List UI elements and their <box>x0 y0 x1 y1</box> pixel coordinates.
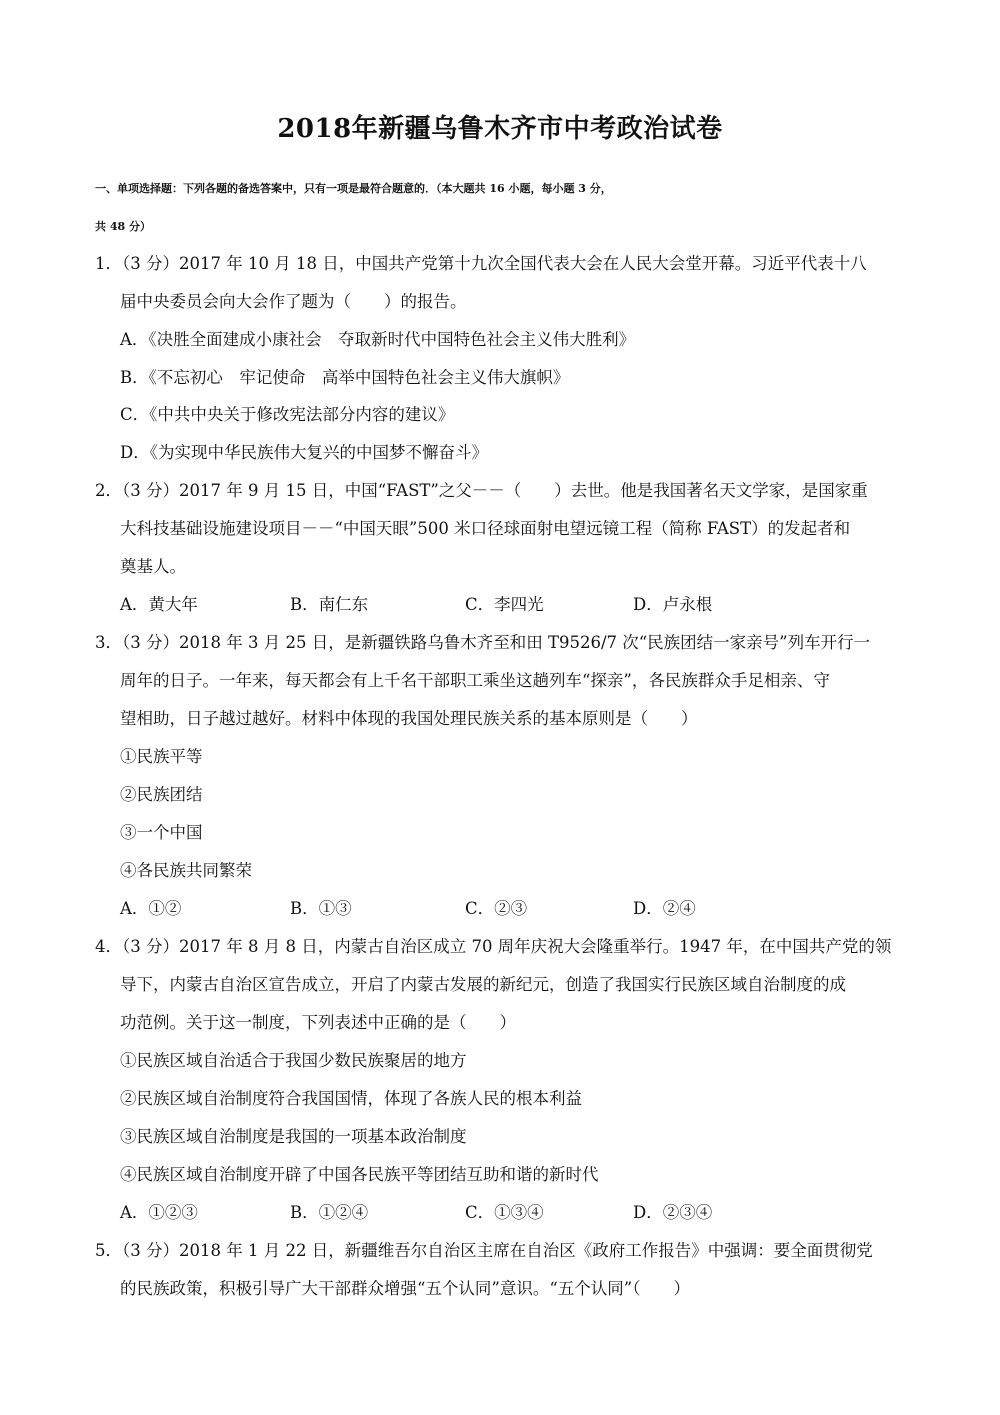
question-4-statement-2: ②民族区域自治制度符合我国国情，体现了各族人民的根本利益 <box>120 1089 582 1108</box>
question-3-statement-1: ①民族平等 <box>120 747 203 766</box>
question-4-stem-cont: 导下，内蒙古自治区宣告成立，开启了内蒙古发展的新纪元，创造了我国实行民族区域自治制度的成 <box>120 975 846 994</box>
question-4-stem-cont-2: 功范例。关于这一制度，下列表述中正确的是（ ） <box>120 1013 516 1032</box>
section-heading <box>95 170 915 246</box>
question-3-stem-cont-2: 望相助，日子越过越好。材料中体现的我国处理民族关系的基本原则是（ ） <box>120 709 698 728</box>
question-4-statement-4: ④民族区域自治制度开辟了中国各民族平等团结互助和谐的新时代 <box>120 1165 599 1184</box>
question-2-stem: 2．（3 分）2017 年 9 月 15 日，中国“FAST”之父－－（ ）去世。他是我国著名天文学家，是国家重 <box>95 481 868 500</box>
question-1-option-d: D．《为实现中华民族伟大复兴的中国梦不懈奋斗》 <box>120 443 488 462</box>
question-1-option-b: B．《不忘初心 牢记使命 高举中国特色社会主义伟大旗帜》 <box>120 368 570 387</box>
question-3-stem-cont: 周年的日子。一年来，每天都会有上千名干部职工乘坐这趟列车“探亲”，各民族群众手足相亲、守 <box>120 671 830 690</box>
question-3-statement-3: ③一个中国 <box>120 823 203 842</box>
question-2-option-d: D．卢永根 <box>633 595 713 614</box>
question-4-option-a: A．①②③ <box>120 1203 198 1222</box>
question-3-statement-4: ④各民族共同繁荣 <box>120 861 252 880</box>
question-2-option-a: A．黄大年 <box>120 595 198 614</box>
page-title: 2018年新疆乌鲁木齐市中考政治试卷 <box>277 114 723 144</box>
question-4-statement-3: ③民族区域自治制度是我国的一项基本政治制度 <box>120 1127 467 1146</box>
question-2-option-b: B．南仁东 <box>290 595 369 614</box>
question-4-option-d: D．②③④ <box>633 1203 713 1222</box>
question-4-stem: 4．（3 分）2017 年 8 月 8 日，内蒙古自治区成立 70 周年庆祝大会隆重举行。1947 年，在中国共产党的领 <box>95 937 892 956</box>
question-1-option-c: C．《中共中央关于修改宪法部分内容的建议》 <box>120 405 455 424</box>
question-2-stem-cont: 大科技基础设施建设项目－－“中国天眼”500 米口径球面射电望远镜工程（简称 FAST）的发起者和 <box>120 519 851 538</box>
section-heading-line-1: 一、单项选择题：下列各题的备选答案中，只有一项是最符合题意的．（本大题共 16 小题，每小题 3 分， <box>95 182 612 195</box>
question-2-stem-cont-2: 奠基人。 <box>120 557 186 576</box>
question-1-stem-cont: 届中央委员会向大会作了题为（ ）的报告。 <box>120 292 467 311</box>
question-3-option-a: A．①② <box>120 899 182 918</box>
question-4-statement-1: ①民族区域自治适合于我国少数民族聚居的地方 <box>120 1051 467 1070</box>
question-5-stem-cont: 的民族政策，积极引导广大干部群众增强“五个认同”意识。“五个认同”（ ） <box>120 1279 690 1298</box>
section-heading-line-2: 共 48 分） <box>95 220 151 233</box>
question-5-stem: 5．（3 分）2018 年 1 月 22 日，新疆维吾尔自治区主席在自治区《政府工作报告》中强调：要全面贯彻党 <box>95 1241 873 1260</box>
question-3-option-c: C．②③ <box>465 899 528 918</box>
question-4-option-b: B．①②④ <box>290 1203 369 1222</box>
question-3-option-b: B．①③ <box>290 899 352 918</box>
question-3-statement-2: ②民族团结 <box>120 785 203 804</box>
question-2-option-c: C．李四光 <box>465 595 544 614</box>
question-1-option-a: A．《决胜全面建成小康社会 夺取新时代中国特色社会主义伟大胜利》 <box>120 330 636 349</box>
question-3-option-d: D．②④ <box>633 899 696 918</box>
question-3-stem: 3．（3 分）2018 年 3 月 25 日，是新疆铁路乌鲁木齐至和田 T9526/7 次“民族团结一家亲号”列车开行一 <box>95 633 871 652</box>
question-4-option-c: C．①③④ <box>465 1203 544 1222</box>
question-1-stem: 1．（3 分）2017 年 10 月 18 日，中国共产党第十九次全国代表大会在人民大会堂开幕。习近平代表十八 <box>95 254 867 273</box>
